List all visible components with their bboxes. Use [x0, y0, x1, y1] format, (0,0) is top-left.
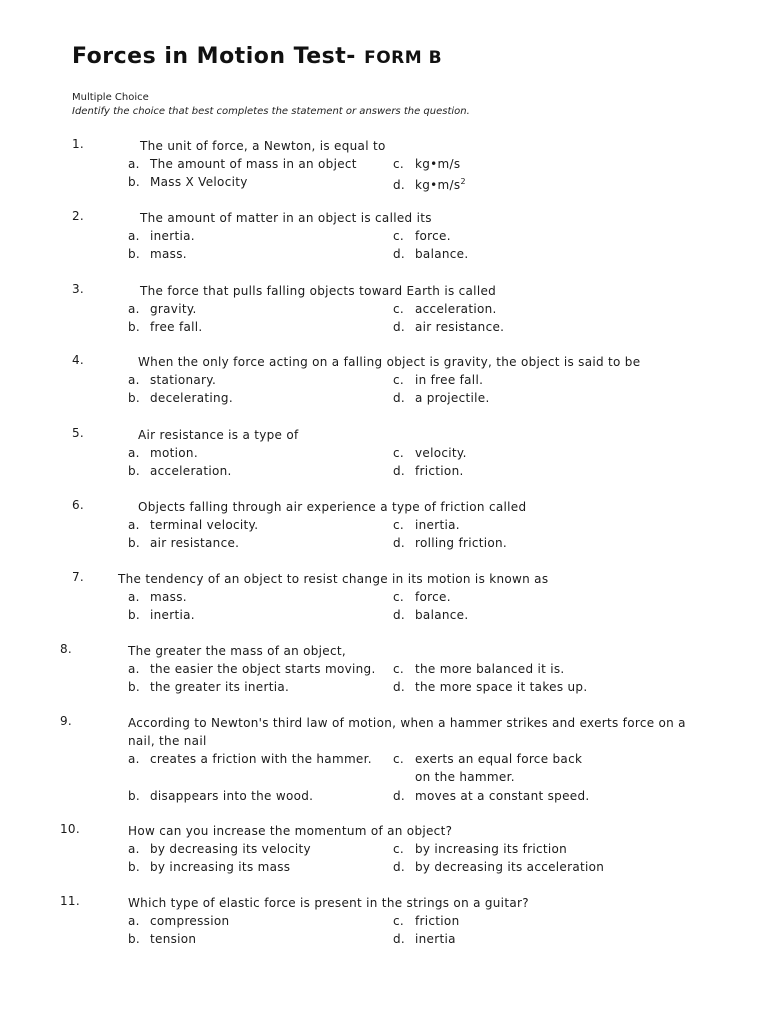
question-number: 9.: [60, 714, 73, 728]
question-number: 3.: [72, 282, 85, 296]
option-a[interactable]: a. the easier the object starts moving.: [128, 662, 376, 676]
section-label: Multiple Choice: [72, 92, 149, 103]
option-c[interactable]: c. the more balanced it is.: [393, 662, 565, 676]
option-b[interactable]: b. mass.: [128, 247, 187, 261]
option-b[interactable]: b. acceleration.: [128, 464, 232, 478]
question-number: 11.: [60, 894, 80, 908]
option-c[interactable]: c. by increasing its friction: [393, 842, 568, 856]
question-stem: How can you increase the momentum of an object?: [128, 824, 453, 838]
question-number: 4.: [72, 353, 85, 367]
option-b[interactable]: b. disappears into the wood.: [128, 789, 314, 803]
option-a[interactable]: a. terminal velocity.: [128, 518, 259, 532]
question-stem: The unit of force, a Newton, is equal to: [140, 139, 386, 153]
option-a[interactable]: a. inertia.: [128, 229, 195, 243]
option-c[interactable]: c. force.: [393, 229, 451, 243]
question-number: 1.: [72, 137, 85, 151]
option-a[interactable]: a. The amount of mass in an object: [128, 157, 357, 171]
question-number: 7.: [72, 570, 85, 584]
question-stem: The greater the mass of an object,: [128, 644, 347, 658]
option-c[interactable]: c. kg•m/s: [393, 157, 461, 171]
option-b[interactable]: b. decelerating.: [128, 391, 233, 405]
option-d[interactable]: d. the more space it takes up.: [393, 680, 588, 694]
question-number: 5.: [72, 426, 85, 440]
option-d[interactable]: d. rolling friction.: [393, 536, 508, 550]
option-b[interactable]: b. the greater its inertia.: [128, 680, 290, 694]
option-a[interactable]: a. by decreasing its velocity: [128, 842, 311, 856]
option-d[interactable]: d. a projectile.: [393, 391, 490, 405]
page-title: [72, 44, 442, 69]
question-number: 2.: [72, 209, 85, 223]
option-d[interactable]: d. balance.: [393, 247, 469, 261]
form-label: FORM B: [364, 48, 443, 68]
option-a[interactable]: a. mass.: [128, 590, 187, 604]
question-stem: According to Newton's third law of motion, when a hammer strikes and exerts force on a nail, the nail: [128, 716, 686, 748]
option-d[interactable]: d. $kg•m/s^2$: [393, 177, 466, 192]
question-stem: Objects falling through air experience a type of friction called: [138, 500, 527, 514]
option-d[interactable]: d. air resistance.: [393, 320, 505, 334]
option-c[interactable]: c. inertia.: [393, 518, 460, 532]
option-c[interactable]: c. in free fall.: [393, 373, 484, 387]
question-stem: The force that pulls falling objects toward Earth is called: [140, 284, 497, 298]
question-stem: The amount of matter in an object is called its: [140, 211, 432, 225]
option-d[interactable]: d. friction.: [393, 464, 464, 478]
question-number: 8.: [60, 642, 73, 656]
question-number: 10.: [60, 822, 80, 836]
question-number: 6.: [72, 498, 85, 512]
option-d[interactable]: d. moves at a constant speed.: [393, 789, 590, 803]
option-c[interactable]: c. force.: [393, 590, 451, 604]
question-stem: When the only force acting on a falling object is gravity, the object is said to be: [138, 355, 641, 369]
option-c[interactable]: c. friction: [393, 914, 460, 928]
option-a[interactable]: a. creates a friction with the hammer.: [128, 752, 372, 766]
option-b[interactable]: b. air resistance.: [128, 536, 240, 550]
option-a[interactable]: a. gravity.: [128, 302, 197, 316]
question-stem: The tendency of an object to resist change in its motion is known as: [118, 572, 549, 586]
option-b[interactable]: b. Mass X Velocity: [128, 175, 248, 189]
question-stem: Which type of elastic force is present in the strings on a guitar?: [128, 896, 529, 910]
option-c[interactable]: c. velocity.: [393, 446, 467, 460]
option-d[interactable]: d. balance.: [393, 608, 469, 622]
option-b[interactable]: b. tension: [128, 932, 197, 946]
option-c[interactable]: c. exerts an equal force back on the hammer.: [393, 752, 583, 784]
option-a[interactable]: a. compression: [128, 914, 230, 928]
instructions: Identify the choice that best completes the statement or answers the question.: [72, 106, 470, 117]
option-b[interactable]: b. inertia.: [128, 608, 195, 622]
option-d[interactable]: d. inertia: [393, 932, 456, 946]
option-b[interactable]: b. free fall.: [128, 320, 203, 334]
option-d[interactable]: d. by decreasing its acceleration: [393, 860, 605, 874]
option-a[interactable]: a. stationary.: [128, 373, 217, 387]
title-text: Forces in Motion Test-: [72, 44, 356, 69]
option-c[interactable]: c. acceleration.: [393, 302, 497, 316]
question-stem: Air resistance is a type of: [138, 428, 299, 442]
option-b[interactable]: b. by increasing its mass: [128, 860, 291, 874]
option-a[interactable]: a. motion.: [128, 446, 198, 460]
